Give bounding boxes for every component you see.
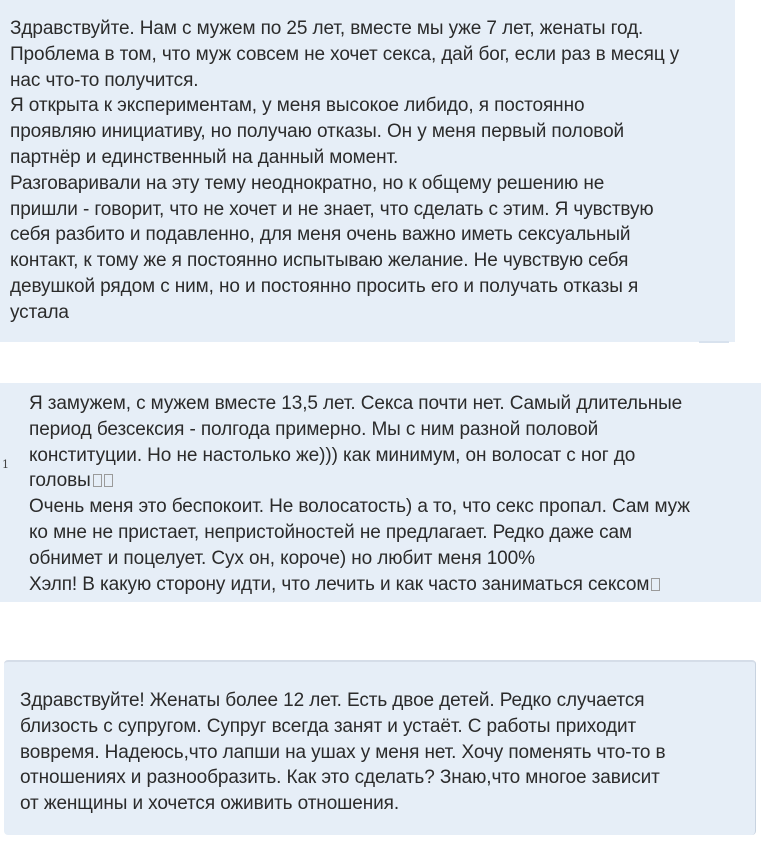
message-line: партнёр и единственный на данный момент.: [10, 146, 399, 168]
message-line: проявляю инициативу, но получаю отказы. Он у меня первый половой: [10, 121, 625, 143]
message-line: нас что-то получится.: [10, 69, 199, 91]
message-bubble-3: [4, 660, 756, 835]
message-bubble-1: [0, 0, 735, 342]
message-line: от женщины и хочется оживить отношения.: [20, 793, 400, 815]
message-line: обнимет и поцелует. Сух он, короче) но любит меня 100%: [29, 547, 535, 569]
message-line-with-emoji: [29, 468, 751, 494]
message-line: Проблема в том, что муж совсем не хочет секса, дай бог, если раз в месяц у: [10, 43, 680, 65]
message-line-text: Хэлп! В какую сторону идти, что лечить и как часто заниматься сексом: [29, 573, 650, 595]
message-line: Я замужем, с мужем вместе 13,5 лет. Секса почти нет. Самый длительные: [29, 393, 683, 414]
message-line: пришли - говорит, что не хочет и не знает, что сделать с этим. Я чувствую: [10, 198, 654, 220]
message-line: себя разбито и подавленно, для меня очень важно иметь сексуальный: [10, 224, 631, 246]
message-line: период безсексия - полгода примерно. Мы с ним разной половой: [29, 418, 599, 440]
message-line-with-emoji: [29, 572, 751, 598]
bubble-divider: [699, 341, 729, 343]
missing-emoji-icon: [93, 474, 102, 487]
message-line: Разговаривали на эту тему неоднократно, но к общему решению не: [10, 172, 605, 194]
missing-emoji-icon: [651, 578, 660, 591]
message-line: Я открыта к экспериментам, у меня высокое либидо, я постоянно: [10, 95, 585, 117]
message-line: близость с супругом. Супруг всегда занят и устаёт. С работы приходит: [20, 715, 637, 737]
message-line: Очень меня это беспокоит. Не волосатость) а то, что секс пропал. Сам муж: [29, 496, 690, 518]
message-line-text: головы: [29, 470, 91, 492]
message-line: вовремя. Надеюсь,что лапши на ушах у меня нет. Хочу поменять что-то в: [20, 741, 666, 763]
message-line: конституции. Но не настолько же))) как минимум, он волосат с ног до: [29, 444, 636, 466]
message-line: контакт, к тому же я постоянно испытываю желание. Не чувствую себя: [10, 250, 629, 272]
message-line: ко мне не пристает, непристойностей не предлагает. Редко даже сам: [29, 521, 632, 543]
missing-emoji-icon: [104, 474, 113, 487]
message-line: девушкой рядом с ним, но и постоянно просить его и получать отказы я: [10, 275, 639, 297]
message-line: отношениях и разнообразить. Как это сделать? Знаю,что многое зависит: [20, 767, 660, 789]
message-line: Здравствуйте! Женаты более 12 лет. Есть двое детей. Редко случается: [20, 690, 645, 711]
message-bubble-2: [0, 383, 761, 602]
message-line: Здравствуйте. Нам с мужем по 25 лет, вместе мы уже 7 лет, женаты год.: [10, 18, 644, 39]
message-line: устала: [10, 301, 69, 323]
line-marker: 1: [2, 458, 9, 471]
